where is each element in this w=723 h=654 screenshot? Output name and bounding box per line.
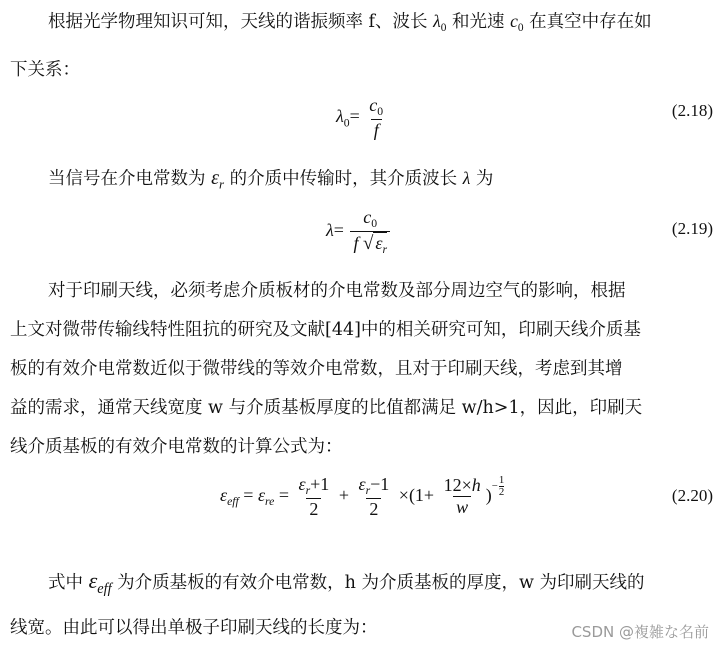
lambda0-symbol: $\lambda_0$ <box>433 11 447 34</box>
epsilon-eff-symbol: $\varepsilon_{eff}$ <box>88 568 112 597</box>
c0-symbol: $c_0$ <box>510 11 524 34</box>
text: 式中 <box>48 573 83 593</box>
text-line <box>48 568 645 598</box>
equation-number: (2.19) <box>671 219 713 238</box>
text-line: 益的需求，通常天线宽度 w 与介质基板厚度的比值都满足 w/h>1，因此，印刷天 <box>10 398 643 418</box>
equation-number: (2.18) <box>671 101 713 120</box>
epsilon-r-symbol: $\varepsilon_r$ <box>211 167 225 192</box>
text: 为介质基板的有效介电常数，h 为介质基板的厚度，w 为印刷天线的 <box>117 573 645 593</box>
text-line: 板的有效介电常数近似于微带线的等效介电常数，且对于印刷天线，考虑到其增 <box>10 359 623 379</box>
fraction: $\frac{c_0}{f}$ <box>369 95 384 140</box>
text-line <box>48 165 493 193</box>
text: 下关系： <box>10 60 80 80</box>
equation-number: (2.20) <box>671 486 713 505</box>
text-line: 线宽。由此可以得出单极子印刷天线的长度为： <box>10 618 378 638</box>
text: 根据光学物理知识可知，天线的谐振频率 f、波长 <box>48 12 428 32</box>
fraction: $\frac{\varepsilon_r+1}{2}$ <box>298 474 330 519</box>
fraction: $\frac{12\times h}{w}$ <box>443 475 481 518</box>
text-line <box>48 8 652 34</box>
text-line: 上文对微带传输线特性阻抗的研究及文献[44]中的相关研究可知，印刷天线介质基 <box>10 320 641 340</box>
text: 的介质中传输时，其介质波长 <box>229 169 458 189</box>
watermark: CSDN @複雑な名前 <box>571 623 709 641</box>
text-line: 线介质基板的有效介电常数的计算公式为： <box>10 437 343 457</box>
fraction: $\frac{c_0}{f √ \varepsilon_r}$ <box>350 207 390 257</box>
fraction: $\frac{\varepsilon_r-1}{2}$ <box>358 474 390 519</box>
equation-2-18: $\lambda_0=$ $\frac{c_0}{f}$ <box>336 95 388 141</box>
lambda-symbol: λ <box>462 168 471 188</box>
equation-2-19: λ= $\frac{c_0}{f √ \varepsilon_r}$ <box>326 207 392 257</box>
text: 在真空中存在如 <box>529 12 652 32</box>
text-line: 对于印刷天线，必须考虑介质板材的介电常数及部分周边空气的影响，根据 <box>48 281 626 301</box>
text-line <box>10 56 80 81</box>
exponent: − 1 2 <box>491 474 505 498</box>
text: 当信号在介电常数为 <box>48 169 206 189</box>
equation-2-20: $\varepsilon_{eff} = \varepsilon_{re}$ = $\frac{\varepsilon_r+1}{2}$ + $\frac{\varepsilon_r-1}{2}$ ×(1+ $\frac{12\times h}{w}$ ) $^{- \frac{1}{2}}$ <box>220 474 505 519</box>
text: 为 <box>475 169 494 189</box>
text: 和光速 <box>451 12 505 32</box>
